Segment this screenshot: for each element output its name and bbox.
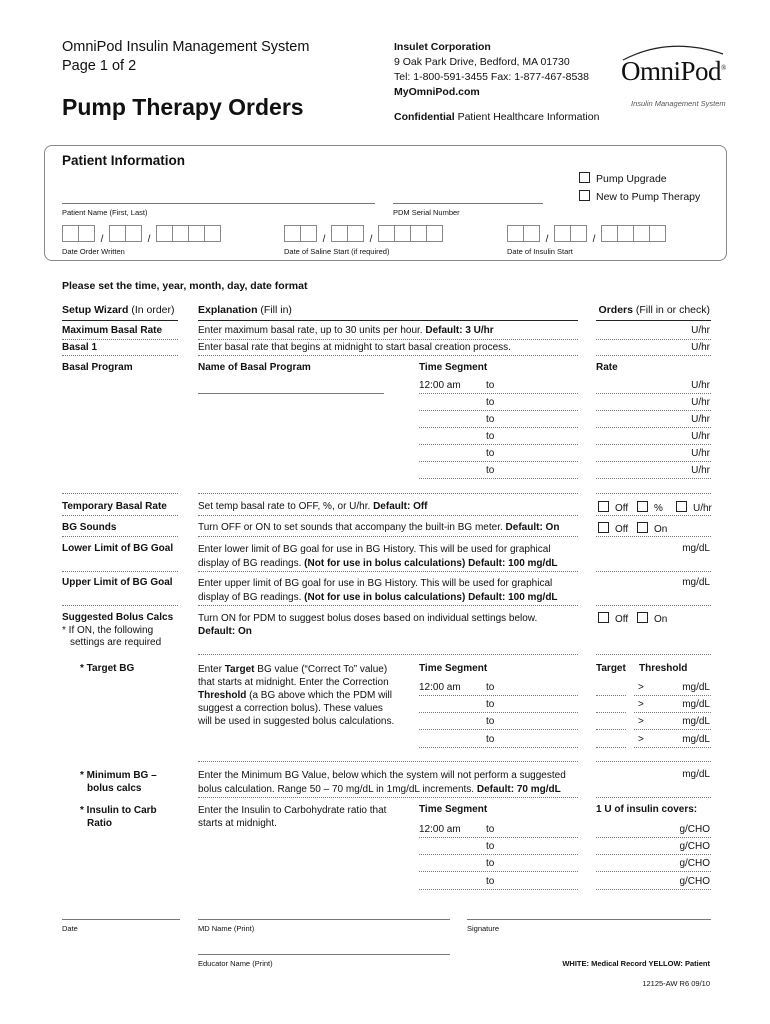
temp-basal-off-checkbox[interactable] bbox=[598, 501, 609, 512]
date-signature-field[interactable] bbox=[62, 919, 180, 920]
corp-name: Insulet Corporation bbox=[394, 41, 491, 53]
upper-bg-unit: mg/dL bbox=[682, 577, 710, 588]
pump-upgrade-option[interactable] bbox=[579, 172, 667, 185]
target-seg2-gt: > bbox=[638, 699, 644, 710]
basal-seg5-time-field[interactable] bbox=[419, 461, 578, 462]
date-saline-label: Date of Saline Start (if required) bbox=[284, 247, 390, 256]
patient-name-label: Patient Name (First, Last) bbox=[62, 208, 148, 217]
upper-bg-label: Upper Limit of BG Goal bbox=[62, 577, 173, 588]
carb-seg4-ratio-field[interactable] bbox=[596, 889, 711, 890]
target-seg4-target-field[interactable] bbox=[596, 747, 626, 748]
page-title: Pump Therapy Orders bbox=[62, 94, 304, 120]
patient-info-heading: Patient Information bbox=[62, 153, 186, 168]
date-saline-start-field[interactable]: / / bbox=[284, 225, 442, 243]
target-seg4-time-field[interactable] bbox=[419, 747, 578, 748]
form-code: 12125-AW R6 09/10 bbox=[642, 979, 710, 988]
md-name-field[interactable] bbox=[198, 919, 450, 920]
carb-seg4-to: to bbox=[486, 876, 495, 887]
upper-bg-field[interactable] bbox=[596, 605, 711, 606]
target-time-segment-label: Time Segment bbox=[419, 663, 488, 674]
bg-sounds-text: Turn OFF or ON to set sounds that accompany the built-in BG meter. Default: On bbox=[198, 522, 560, 533]
carb-covers-label: 1 U of insulin covers: bbox=[596, 804, 698, 815]
carb-seg1-to: to bbox=[486, 824, 495, 835]
date-order-written-label: Date Order Written bbox=[62, 247, 125, 256]
header-rule-1 bbox=[62, 320, 178, 321]
signature-field[interactable] bbox=[467, 919, 711, 920]
corp-address: 9 Oak Park Drive, Bedford, MA 01730 bbox=[394, 56, 570, 68]
new-pump-label: New to Pump Therapy bbox=[596, 191, 701, 203]
threshold-label: Threshold bbox=[639, 663, 688, 674]
basal-seg6-rate-field[interactable] bbox=[596, 478, 711, 479]
target-seg1-gt: > bbox=[638, 682, 644, 693]
carb-ratio-text: Enter the Insulin to Carbohydrate ratio that starts at midnight. bbox=[198, 805, 387, 829]
suggested-off-checkbox[interactable] bbox=[598, 612, 609, 623]
min-bg-unit: mg/dL bbox=[682, 769, 710, 780]
target-seg2-time-field[interactable] bbox=[419, 712, 578, 713]
target-seg1-time-field[interactable] bbox=[419, 695, 578, 696]
suggested-on-checkbox[interactable] bbox=[637, 612, 648, 623]
bg-sounds-label: BG Sounds bbox=[62, 522, 117, 533]
col-orders: Orders (Fill in or check) bbox=[598, 304, 710, 316]
target-seg1-target-field[interactable] bbox=[596, 695, 626, 696]
basal1-unit: U/hr bbox=[691, 342, 710, 353]
bg-sounds-on-checkbox[interactable] bbox=[637, 522, 648, 533]
basal-seg4-unit: U/hr bbox=[691, 431, 710, 442]
basal-seg4-rate-field[interactable] bbox=[596, 444, 711, 445]
target-seg4-gt: > bbox=[638, 734, 644, 745]
date-footer-label: Date bbox=[62, 924, 78, 933]
temp-basal-uhr-option[interactable]: U/hr bbox=[676, 501, 712, 514]
lower-bg-text: Enter lower limit of BG goal for use in BG History. This will be used for graphical display of BG readings. (Not for use in bolus calculations) Default: 100 mg/dL bbox=[198, 544, 558, 569]
logo-word bbox=[621, 56, 726, 87]
pdm-serial-field[interactable] bbox=[393, 203, 543, 204]
temp-basal-uhr-checkbox[interactable] bbox=[676, 501, 687, 512]
lower-bg-label: Lower Limit of BG Goal bbox=[62, 543, 174, 554]
corp-web: MyOmniPod.com bbox=[394, 86, 480, 98]
temp-basal-pct-checkbox[interactable] bbox=[637, 501, 648, 512]
basal-time-segment-label: Time Segment bbox=[419, 362, 488, 373]
basal-seg1-to: to bbox=[486, 380, 495, 391]
date-insulin-start-field[interactable]: / / bbox=[507, 225, 665, 243]
basal-seg1-start: 12:00 am bbox=[419, 380, 461, 391]
date-insulin-start-label: Date of Insulin Start bbox=[507, 247, 573, 256]
basal-seg2-rate-field[interactable] bbox=[596, 410, 711, 411]
min-bg-text: Enter the Minimum BG Value, below which the system will not perform a suggested bolus calculation. Range 50 – 70 mg/dL in 1mg/dL increments. Default: 70 mg/dL bbox=[198, 770, 566, 795]
basal-seg5-to: to bbox=[486, 448, 495, 459]
omnipod-logo bbox=[617, 46, 727, 112]
logo-word-text: OmniPod bbox=[621, 56, 722, 86]
target-bg-label: * Target BG bbox=[80, 663, 135, 674]
page-number: Page 1 of 2 bbox=[62, 58, 137, 74]
temp-basal-pct-option[interactable]: % bbox=[637, 501, 663, 514]
upper-bg-text: Enter upper limit of BG goal for use in BG History. This will be used for graphical display of BG readings. (Not for use in bolus calculations) Default: 100 mg/dL bbox=[198, 578, 558, 603]
instructions: Please set the time, year, month, day, date format bbox=[62, 280, 308, 292]
basal-seg6-to: to bbox=[486, 465, 495, 476]
educator-name-field[interactable] bbox=[198, 954, 450, 955]
system-title: OmniPod Insulin Management System bbox=[62, 39, 310, 55]
system-name bbox=[62, 38, 309, 76]
carb-seg4-unit: g/CHO bbox=[679, 876, 710, 887]
basal-seg2-to: to bbox=[486, 397, 495, 408]
carb-seg3-unit: g/CHO bbox=[679, 858, 710, 869]
suggested-off-option[interactable]: Off bbox=[598, 612, 628, 625]
patient-name-field[interactable] bbox=[62, 203, 375, 204]
target-seg1-threshold-field[interactable] bbox=[634, 695, 711, 696]
basal-seg1-unit: U/hr bbox=[691, 380, 710, 391]
basal-seg4-time-field[interactable] bbox=[419, 444, 578, 445]
signature-label: Signature bbox=[467, 924, 500, 933]
bg-sounds-off-checkbox[interactable] bbox=[598, 522, 609, 533]
basal-seg3-unit: U/hr bbox=[691, 414, 710, 425]
basal-seg2-time-field[interactable] bbox=[419, 410, 578, 411]
basal-seg6-time-field[interactable] bbox=[419, 478, 578, 479]
confidential-bold: Confidential bbox=[394, 111, 455, 123]
carb-seg2-unit: g/CHO bbox=[679, 841, 710, 852]
suggested-note2: settings are required bbox=[70, 637, 162, 648]
bg-sounds-on-option[interactable]: On bbox=[637, 522, 667, 535]
new-pump-checkbox[interactable] bbox=[579, 190, 590, 201]
target-seg2-threshold-field[interactable] bbox=[634, 712, 711, 713]
basal-rate-label: Rate bbox=[596, 362, 618, 373]
min-bg-label: * Minimum BG – bolus calcs bbox=[80, 770, 157, 794]
suggested-bolus-label-block bbox=[62, 612, 173, 650]
target-seg3-target-field[interactable] bbox=[596, 729, 626, 730]
max-basal-unit: U/hr bbox=[691, 325, 710, 336]
basal1-label: Basal 1 bbox=[62, 342, 98, 353]
suggested-bolus-label: Suggested Bolus Calcs bbox=[62, 612, 174, 623]
pump-upgrade-label: Pump Upgrade bbox=[596, 173, 667, 185]
carb-seg1-ratio-field[interactable] bbox=[596, 837, 711, 838]
basal-seg1-rate-field[interactable] bbox=[596, 393, 711, 394]
basal-seg3-rate-field[interactable] bbox=[596, 427, 711, 428]
logo-subtitle: Insulin Management System bbox=[631, 99, 726, 108]
confidential-note bbox=[394, 111, 599, 123]
carb-ratio-label: * Insulin to Carb Ratio bbox=[80, 805, 157, 829]
target-seg3-gt: > bbox=[638, 716, 644, 727]
carb-seg2-to: to bbox=[486, 841, 495, 852]
lower-bg-field[interactable] bbox=[596, 571, 711, 572]
corp-block bbox=[394, 40, 589, 100]
basal-seg5-rate-field[interactable] bbox=[596, 461, 711, 462]
col-explanation: Explanation (Fill in) bbox=[198, 304, 292, 316]
target-seg3-threshold-field[interactable] bbox=[634, 729, 711, 730]
carb-time-segment-label: Time Segment bbox=[419, 804, 488, 815]
md-name-label: MD Name (Print) bbox=[198, 924, 255, 933]
basal-seg5-unit: U/hr bbox=[691, 448, 710, 459]
carb-seg3-time-field[interactable] bbox=[419, 871, 578, 872]
confidential-rest: Patient Healthcare Information bbox=[454, 111, 600, 123]
suggested-bolus-text: Turn ON for PDM to suggest bolus doses based on individual settings below. Default: On bbox=[198, 613, 538, 637]
temp-basal-label: Temporary Basal Rate bbox=[62, 501, 167, 512]
date-order-written-field[interactable]: / / bbox=[62, 225, 220, 243]
max-basal-text: Enter maximum basal rate, up to 30 units per hour. Default: 3 U/hr bbox=[198, 325, 494, 336]
col-setup-wizard: Setup Wizard (In order) bbox=[62, 304, 175, 316]
basal-program-name-label: Name of Basal Program bbox=[198, 362, 311, 373]
carb-seg2-ratio-field[interactable] bbox=[596, 854, 711, 855]
carb-seg4-time-field[interactable] bbox=[419, 889, 578, 890]
suggested-on-option[interactable]: On bbox=[637, 612, 667, 625]
basal-seg2-unit: U/hr bbox=[691, 397, 710, 408]
basal-seg1-time-field[interactable] bbox=[419, 393, 578, 394]
logo-reg: ® bbox=[721, 64, 726, 72]
max-basal-label: Maximum Basal Rate bbox=[62, 325, 163, 336]
max-basal-field[interactable] bbox=[596, 339, 711, 340]
suggested-note1: * If ON, the following bbox=[62, 624, 154, 636]
basal1-field[interactable] bbox=[596, 355, 711, 356]
carb-seg2-time-field[interactable] bbox=[419, 854, 578, 855]
target-seg1-unit: mg/dL bbox=[682, 682, 710, 693]
target-seg3-unit: mg/dL bbox=[682, 716, 710, 727]
min-bg-field[interactable] bbox=[596, 797, 711, 798]
target-seg2-target-field[interactable] bbox=[596, 712, 626, 713]
target-seg1-start: 12:00 am bbox=[419, 682, 461, 693]
basal-seg4-to: to bbox=[486, 431, 495, 442]
basal-program-label: Basal Program bbox=[62, 362, 133, 373]
target-seg4-to: to bbox=[486, 734, 495, 745]
header-rule-2 bbox=[198, 320, 578, 321]
target-seg3-to: to bbox=[486, 716, 495, 727]
temp-basal-text: Set temp basal rate to OFF, %, or U/hr. Default: Off bbox=[198, 501, 428, 512]
target-label: Target bbox=[596, 663, 626, 674]
target-seg4-threshold-field[interactable] bbox=[634, 747, 711, 748]
target-seg4-unit: mg/dL bbox=[682, 734, 710, 745]
temp-basal-off-option[interactable]: Off bbox=[598, 501, 628, 514]
copy-distribution: WHITE: Medical Record YELLOW: Patient bbox=[562, 959, 710, 968]
carb-seg3-to: to bbox=[486, 858, 495, 869]
basal-seg3-to: to bbox=[486, 414, 495, 425]
target-seg2-to: to bbox=[486, 699, 495, 710]
carb-seg1-unit: g/CHO bbox=[679, 824, 710, 835]
target-bg-text: Enter Target BG value (“Correct To” value) that starts at midnight. Enter the Correction Threshold (a BG above which the PDM will suggest a correction bolus). These values will be used in suggested bolus calculations. bbox=[198, 664, 395, 727]
basal-program-name-field[interactable] bbox=[198, 393, 384, 394]
basal1-text: Enter basal rate that begins at midnight to start basal creation process. bbox=[198, 342, 511, 353]
lower-bg-unit: mg/dL bbox=[682, 543, 710, 554]
target-seg3-time-field[interactable] bbox=[419, 729, 578, 730]
corp-phone: Tel: 1-800-591-3455 Fax: 1-877-467-8538 bbox=[394, 71, 589, 83]
carb-seg3-ratio-field[interactable] bbox=[596, 871, 711, 872]
bg-sounds-off-option[interactable]: Off bbox=[598, 522, 628, 535]
header-rule-3 bbox=[596, 320, 711, 321]
target-seg2-unit: mg/dL bbox=[682, 699, 710, 710]
new-pump-option[interactable] bbox=[579, 190, 700, 203]
carb-seg1-time-field[interactable] bbox=[419, 837, 578, 838]
target-seg1-to: to bbox=[486, 682, 495, 693]
basal-seg6-unit: U/hr bbox=[691, 465, 710, 476]
pdm-serial-label: PDM Serial Number bbox=[393, 208, 460, 217]
carb-seg1-start: 12:00 am bbox=[419, 824, 461, 835]
basal-seg3-time-field[interactable] bbox=[419, 427, 578, 428]
educator-name-label: Educator Name (Print) bbox=[198, 959, 273, 968]
pump-upgrade-checkbox[interactable] bbox=[579, 172, 590, 183]
